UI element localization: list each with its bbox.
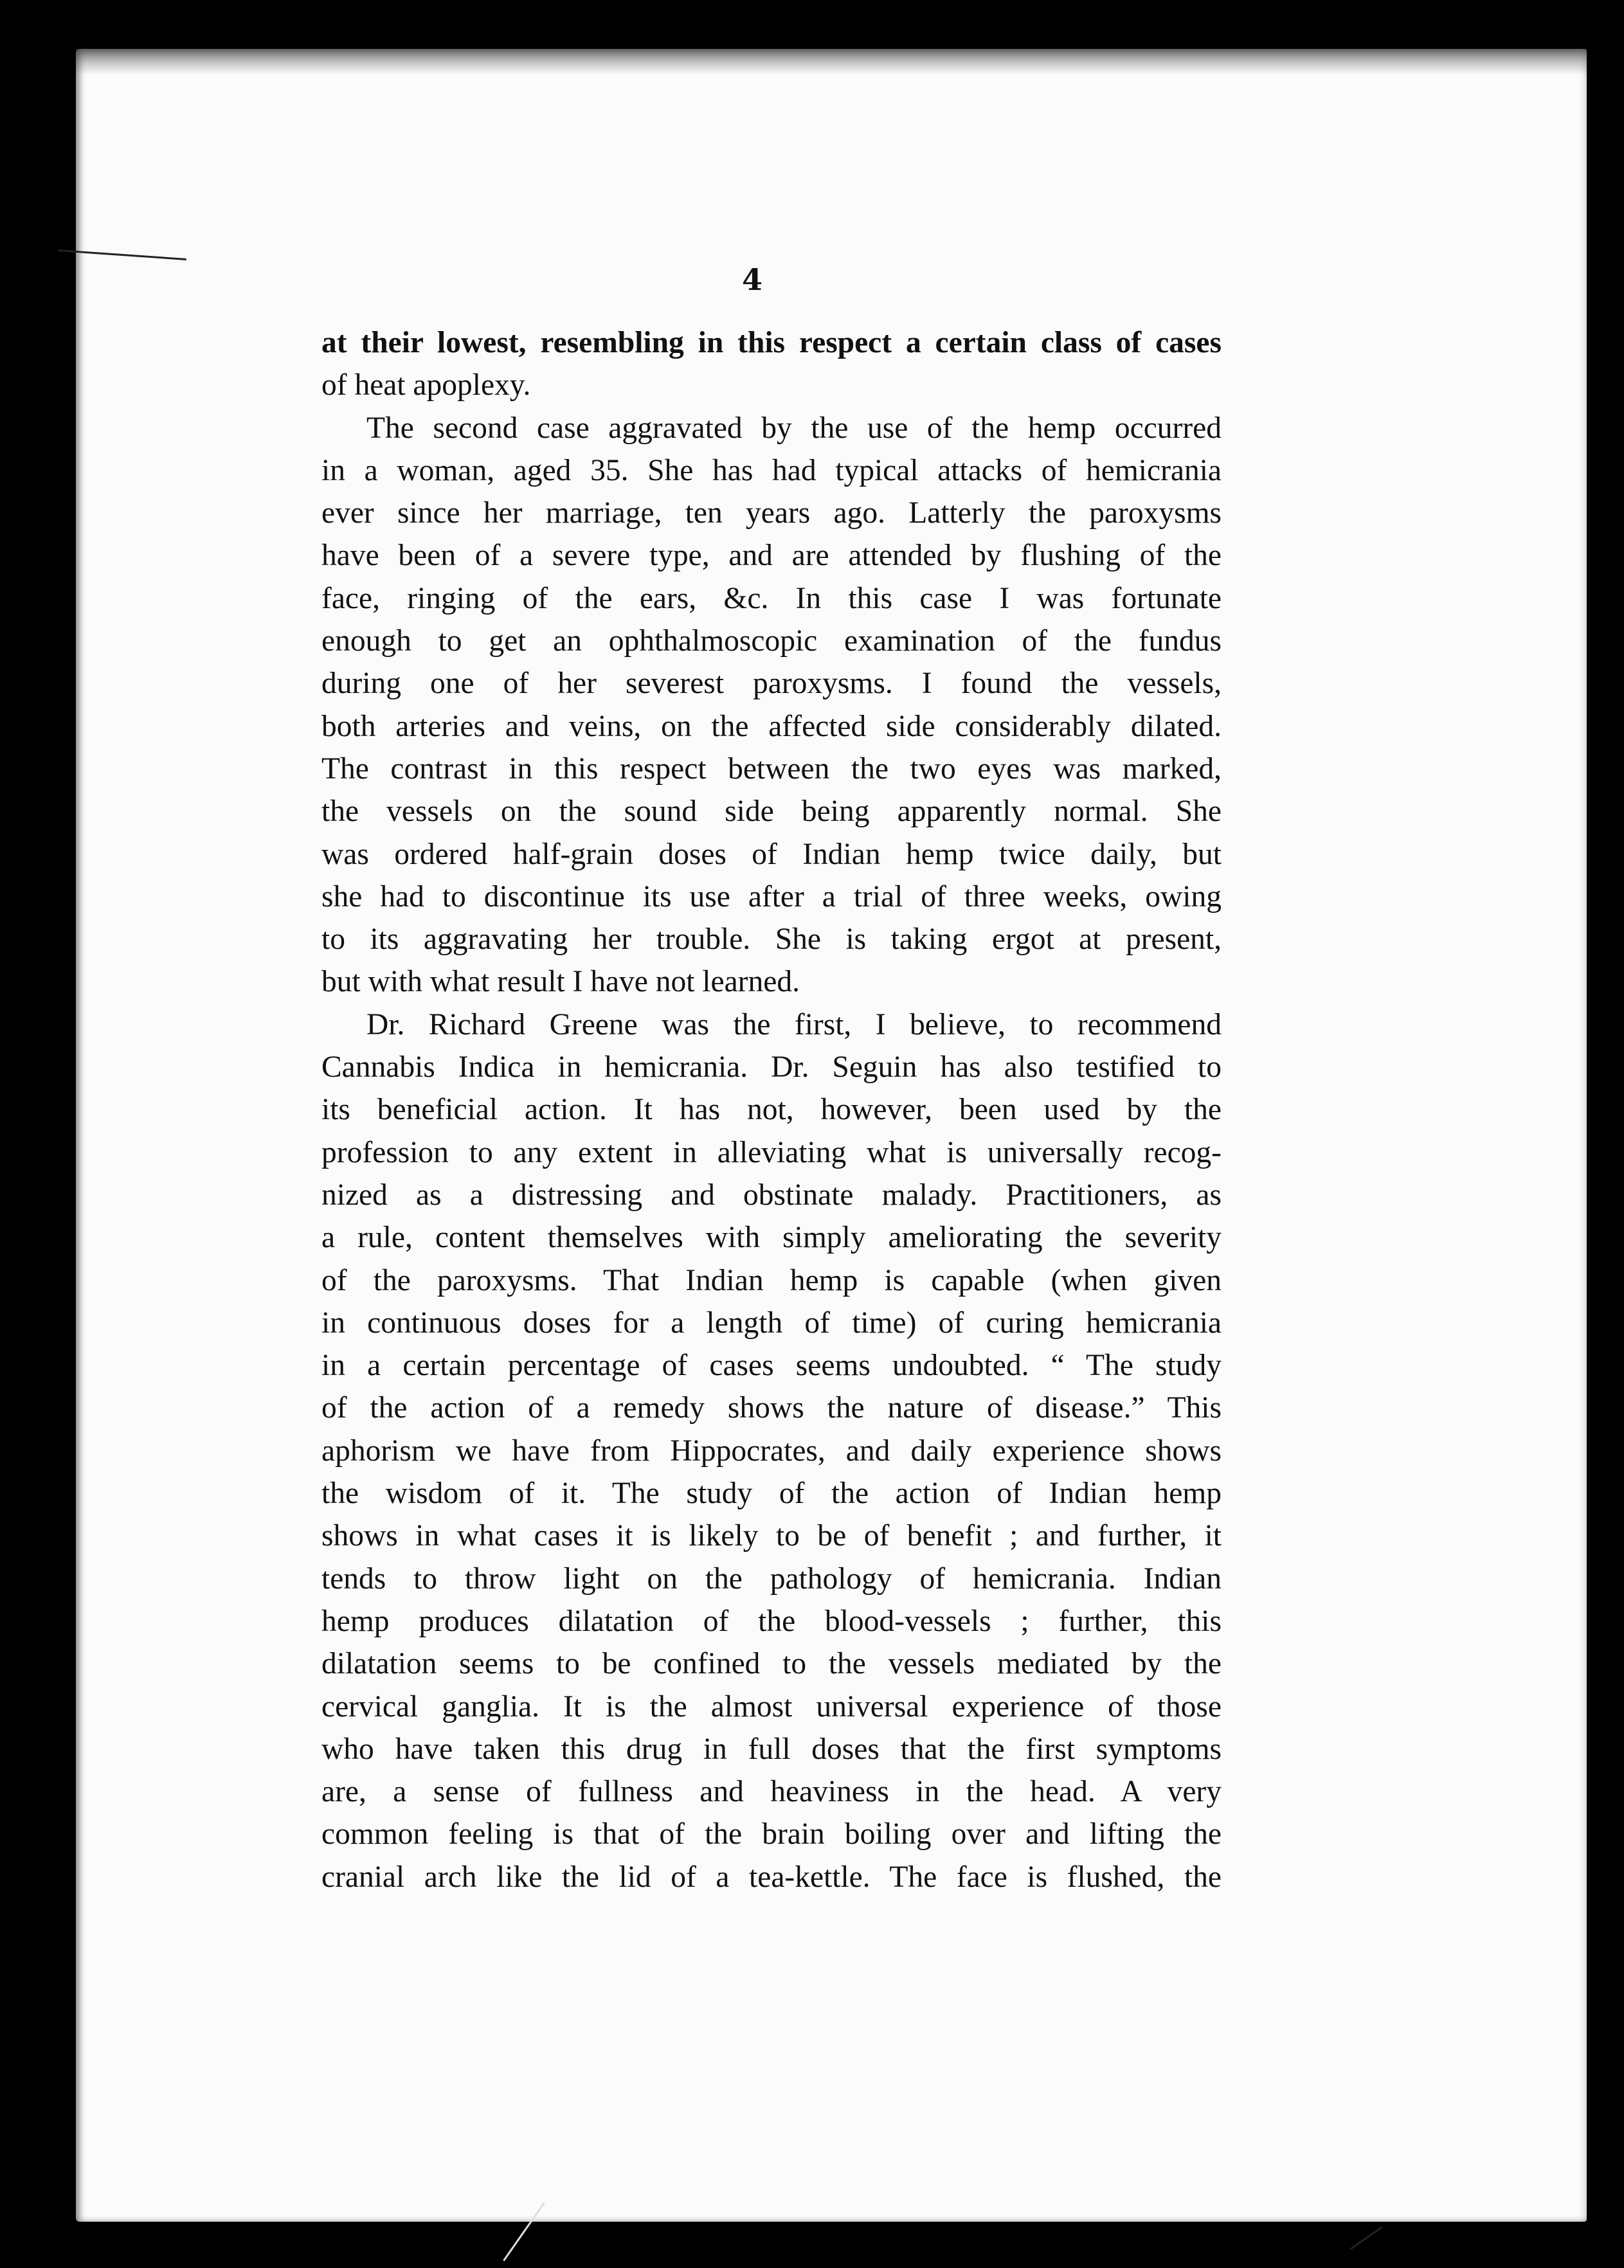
text-line: tends to throw light on the pathology of hemicrania. Indian: [321, 1562, 1222, 1596]
paragraph-1: [321, 321, 1222, 407]
text-line: during one of her severest paroxysms. I found the vessels,: [321, 667, 1222, 701]
text-line: ever since her marriage, ten years ago. Latterly the paroxysms: [321, 496, 1222, 530]
text-line: hemp produces dilatation of the blood-vessels ; further, this: [321, 1604, 1222, 1638]
text-line: a rule, content themselves with simply ameliorating the severity: [321, 1221, 1222, 1255]
text-line: are, a sense of fullness and heaviness in the head. A very: [321, 1775, 1222, 1809]
text-line: Cannabis Indica in hemicrania. Dr. Seguin has also testified to: [321, 1050, 1222, 1084]
text-line: The second case aggravated by the use of the hemp occurred: [366, 411, 1222, 445]
scan-artifact-bottom-right: [1350, 2226, 1383, 2250]
text-line: but with what result I have not learned.: [321, 965, 800, 999]
text-line: at their lowest, resembling in this respect a certain class of cases: [321, 326, 1222, 359]
text-line: common feeling is that of the brain boiling over and lifting the: [321, 1817, 1222, 1851]
text-line: in a woman, aged 35. She has had typical attacks of hemicrania: [321, 453, 1222, 487]
text-line: The contrast in this respect between the two eyes was marked,: [321, 752, 1222, 786]
text-line: in a certain percentage of cases seems undoubted. “ The study: [321, 1349, 1222, 1383]
text-line: its beneficial action. It has not, however, been used by the: [321, 1093, 1222, 1127]
text-line: face, ringing of the ears, &c. In this case I was fortunate: [321, 581, 1222, 615]
text-line: who have taken this drug in full doses that the first symptoms: [321, 1732, 1222, 1766]
text-line: of the action of a remedy shows the nature of disease.” This: [321, 1391, 1222, 1425]
text-line: both arteries and veins, on the affected side considerably dilated.: [321, 709, 1222, 743]
page-number: 4: [741, 262, 762, 297]
text-line: enough to get an ophthalmoscopic examination of the fundus: [321, 624, 1222, 658]
text-line: shows in what cases it is likely to be of benefit ; and further, it: [321, 1519, 1222, 1553]
page-top-shadow: [76, 49, 1587, 75]
text-line: cervical ganglia. It is the almost universal experience of those: [321, 1689, 1222, 1724]
text-line: have been of a severe type, and are attended by flushing of the: [321, 539, 1222, 573]
text-line: to its aggravating her trouble. She is taking ergot at present,: [321, 923, 1222, 957]
text-line: aphorism we have from Hippocrates, and daily experience shows: [321, 1434, 1222, 1468]
text-line: in continuous doses for a length of time) of curing hemicrania: [321, 1306, 1222, 1340]
text-line: she had to discontinue its use after a trial of three weeks, owing: [321, 879, 1222, 914]
text-line: the wisdom of it. The study of the action of Indian hemp: [321, 1477, 1222, 1511]
text-line: of the paroxysms. That Indian hemp is capable (when given: [321, 1263, 1222, 1297]
text-line: profession to any extent in alleviating what is universally recog-: [321, 1135, 1222, 1169]
paragraph-3: [321, 1004, 1222, 1898]
text-line: dilatation seems to be confined to the vessels mediated by the: [321, 1647, 1222, 1681]
text-line: was ordered half-grain doses of Indian hemp twice daily, but: [321, 837, 1222, 871]
text-line: the vessels on the sound side being apparently normal. She: [321, 795, 1222, 829]
text-line: of heat apoplexy.: [321, 368, 531, 402]
text-line: Dr. Richard Greene was the first, I believe, to recommend: [366, 1007, 1222, 1041]
text-line: cranial arch like the lid of a tea-kettle. The face is flushed, the: [321, 1860, 1222, 1894]
text-line: nized as a distressing and obstinate malady. Practitioners, as: [321, 1178, 1222, 1212]
paragraph-2: [321, 407, 1222, 1004]
body-text: [321, 321, 1222, 1898]
